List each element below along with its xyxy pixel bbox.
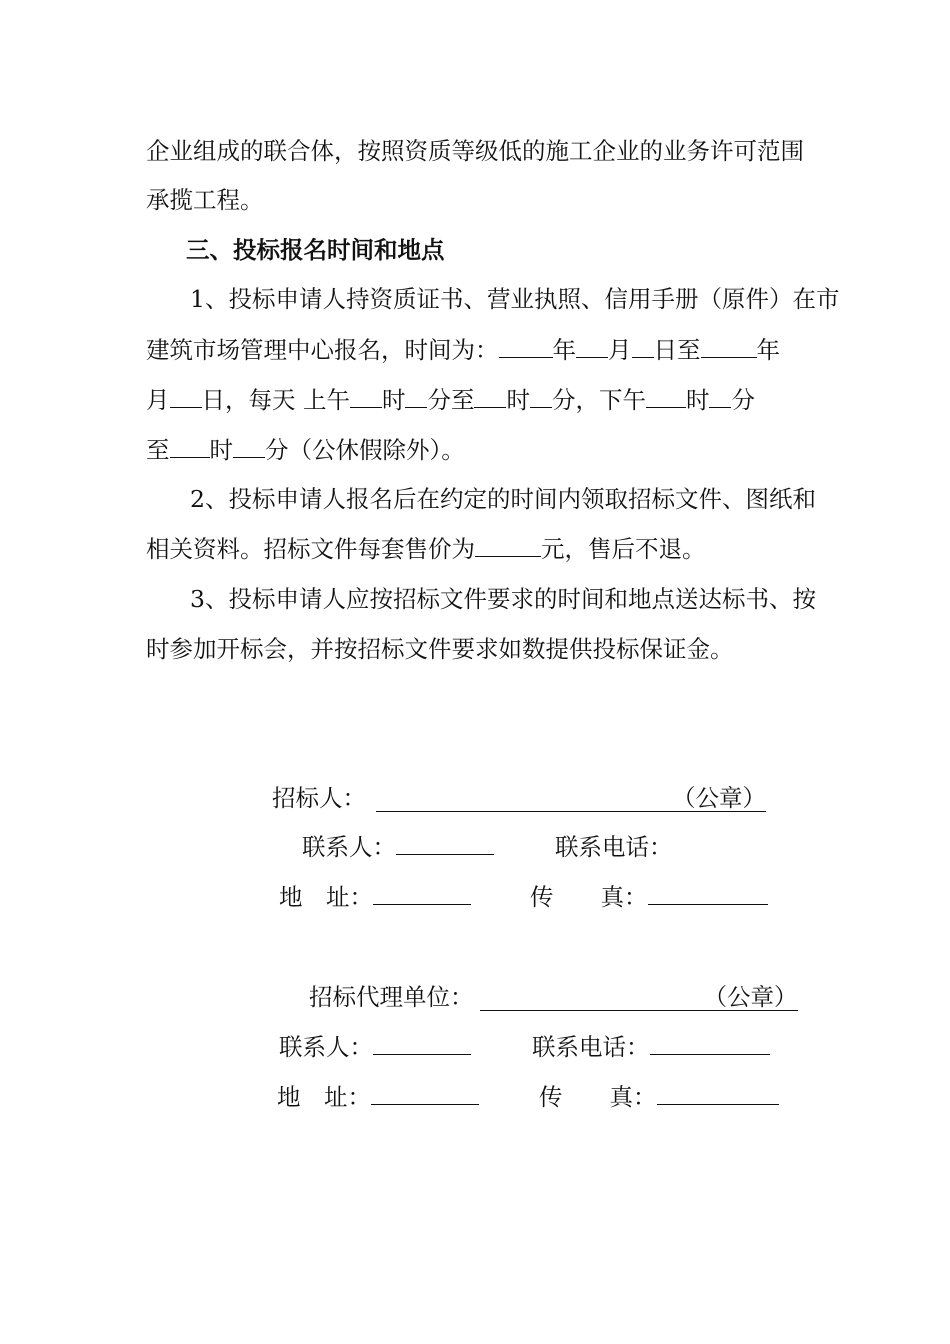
text: （公休假除外）。: [288, 436, 465, 464]
blank-field[interactable]: [499, 335, 553, 358]
address-label: 地 址：: [277, 1083, 371, 1111]
contact-field[interactable]: [373, 1032, 471, 1055]
paragraph-line: 承揽工程。: [146, 186, 264, 214]
phone-field[interactable]: [650, 1032, 770, 1055]
unit-text: 月: [146, 386, 170, 414]
blank-field[interactable]: [350, 385, 382, 408]
paragraph-line: [146, 385, 755, 415]
blank-field[interactable]: [632, 335, 654, 358]
section-heading: 三、投标报名时间和地点: [186, 236, 445, 264]
paragraph-line: 企业组成的联合体，按照资质等级低的施工企业的业务许可范围: [146, 137, 804, 165]
agency-label: 招标代理单位：: [309, 983, 474, 1011]
unit-text: 分: [427, 386, 451, 414]
unit-text: 年: [552, 336, 576, 364]
address-label: 地 址：: [279, 883, 373, 911]
unit-text: 时: [209, 436, 233, 464]
unit-text: 月: [608, 336, 632, 364]
seal-text: （公章）: [703, 983, 798, 1011]
blank-field[interactable]: [646, 385, 686, 408]
paragraph-line: 3、投标申请人应按招标文件要求的时间和地点送达标书、按: [190, 585, 816, 613]
paragraph-line: 1、投标申请人持资质证书、营业执照、信用手册（原件）在市: [190, 285, 840, 313]
address-field[interactable]: [371, 1082, 479, 1105]
blank-field[interactable]: [405, 385, 427, 408]
contact-field[interactable]: [396, 832, 494, 855]
text: 至: [146, 436, 170, 464]
contact-label: 联系人：: [279, 1033, 373, 1061]
unit-text: 日: [653, 336, 677, 364]
blank-field[interactable]: [474, 385, 506, 408]
tenderer-label: 招标人：: [272, 784, 366, 812]
paragraph-line: [146, 435, 465, 465]
blank-field[interactable]: [530, 385, 552, 408]
text: 相关资料。招标文件每套售价为: [146, 535, 475, 563]
text: 元，售后不退。: [541, 535, 706, 563]
blank-field[interactable]: [475, 534, 541, 557]
unit-text: 分: [265, 436, 289, 464]
paragraph-line: 时参加开标会，并按招标文件要求如数提供投标保证金。: [146, 635, 734, 663]
unit-text: 时: [381, 386, 406, 414]
unit-text: 时: [506, 386, 530, 414]
blank-field[interactable]: [576, 335, 608, 358]
fax-row: [530, 882, 768, 912]
fax-label: 传 真：: [539, 1083, 657, 1111]
address-row: [279, 882, 471, 912]
fax-label: 传 真：: [530, 883, 648, 911]
unit-text: 年: [756, 336, 780, 364]
tenderer-field[interactable]: [376, 783, 766, 812]
blank-field[interactable]: [233, 435, 265, 458]
phone-label: 联系电话：: [532, 1033, 650, 1061]
agency-phone-row: [532, 1032, 770, 1062]
blank-field[interactable]: [701, 335, 757, 358]
text: 建筑市场管理中心报名，时间为：: [146, 336, 499, 364]
paragraph-line: [146, 534, 706, 564]
agency-row: [309, 982, 801, 1012]
phone-row: [555, 832, 673, 862]
tenderer-row: [272, 783, 769, 813]
blank-field[interactable]: [170, 435, 210, 458]
agency-contact-row: [279, 1032, 471, 1062]
unit-text: 时: [685, 386, 710, 414]
agency-field[interactable]: [480, 982, 798, 1011]
blank-field[interactable]: [709, 385, 731, 408]
seal-text: （公章）: [672, 784, 766, 812]
agency-address-row: [277, 1082, 479, 1112]
agency-fax-row: [539, 1082, 779, 1112]
blank-field[interactable]: [170, 385, 202, 408]
phone-label: 联系电话：: [555, 833, 673, 861]
unit-text: 分: [731, 386, 755, 414]
fax-field[interactable]: [657, 1082, 779, 1105]
text: ，每天 上午: [225, 386, 350, 414]
paragraph-line: 2、投标申请人报名后在约定的时间内领取招标文件、图纸和: [190, 485, 816, 513]
contact-label: 联系人：: [302, 833, 396, 861]
contact-row: [302, 832, 494, 862]
text: 至: [677, 336, 701, 364]
fax-field[interactable]: [648, 882, 768, 905]
text: ，下午: [575, 386, 646, 414]
paragraph-line: [146, 335, 780, 365]
text: 至: [450, 386, 475, 414]
address-field[interactable]: [373, 882, 471, 905]
unit-text: 分: [551, 386, 576, 414]
unit-text: 日: [201, 386, 225, 414]
